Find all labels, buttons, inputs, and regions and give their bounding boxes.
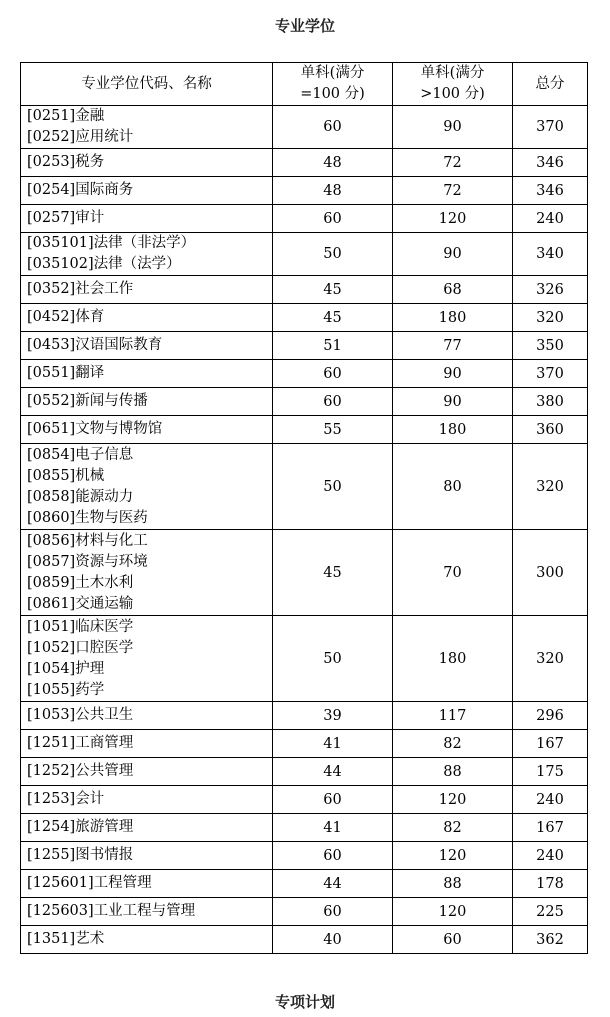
total-score: 360 [513,416,588,444]
program-name: [0858]能源动力 [27,488,134,505]
single-100-score: 41 [273,730,393,758]
header-total: 总分 [513,63,588,106]
total-score: 380 [513,388,588,416]
single-over-100-score: 180 [393,304,513,332]
table-body [21,106,588,954]
single-over-100-score: 72 [393,149,513,177]
program-name: [0857]资源与环境 [27,553,148,570]
total-score: 370 [513,106,588,149]
single-100-score: 45 [273,304,393,332]
header-single-100: 单科(满分 =100 分) [273,63,393,106]
program-name: [0452]体育 [27,309,105,325]
program-name: [1252]公共管理 [27,763,134,779]
total-score: 340 [513,233,588,276]
program-name: [1054]护理 [27,660,105,677]
single-over-100-score: 70 [393,530,513,616]
program-name: [0861]交通运输 [27,595,134,612]
program-name: [0352]社会工作 [27,281,134,297]
single-over-100-score: 72 [393,177,513,205]
program-name: [0257]审计 [27,210,105,226]
program-name-cell [21,149,273,177]
total-score: 240 [513,842,588,870]
program-name: [035101]法律（非法学） [27,235,196,251]
single-100-score: 50 [273,616,393,702]
single-100-score: 45 [273,530,393,616]
total-score: 346 [513,149,588,177]
single-100-score: 60 [273,898,393,926]
program-name: [0453]汉语国际教育 [27,337,163,353]
program-name-cell [21,233,273,276]
single-100-score: 39 [273,702,393,730]
table-row [21,149,588,177]
program-name: [0252]应用统计 [27,129,134,145]
program-name: [0251]金融 [27,108,105,124]
single-over-100-score: 88 [393,870,513,898]
program-name: [1251]工商管理 [27,735,134,751]
program-name-cell [21,360,273,388]
program-name: [0651]文物与博物馆 [27,421,163,437]
total-score: 320 [513,444,588,530]
program-name: [0552]新闻与传播 [27,393,148,409]
single-over-100-score: 82 [393,814,513,842]
single-over-100-score: 60 [393,926,513,954]
total-score: 300 [513,530,588,616]
total-score: 178 [513,870,588,898]
single-100-score: 60 [273,360,393,388]
program-name-cell [21,332,273,360]
table-row [21,332,588,360]
single-100-score: 40 [273,926,393,954]
single-100-score: 48 [273,149,393,177]
single-over-100-score: 120 [393,842,513,870]
table-row [21,177,588,205]
table-row [21,730,588,758]
total-score: 320 [513,304,588,332]
program-name: [1351]艺术 [27,931,105,947]
total-score: 225 [513,898,588,926]
table-row [21,416,588,444]
single-over-100-score: 180 [393,416,513,444]
program-name-cell [21,276,273,304]
score-table [20,62,588,954]
program-name-cell [21,388,273,416]
table-row [21,276,588,304]
single-over-100-score: 90 [393,360,513,388]
single-100-score: 60 [273,106,393,149]
program-name: [125601]工程管理 [27,875,152,891]
total-score: 362 [513,926,588,954]
program-name-cell [21,730,273,758]
program-name: [035102]法律（法学） [27,256,181,272]
program-name: [0854]电子信息 [27,446,134,463]
single-over-100-score: 120 [393,786,513,814]
program-name-cell [21,758,273,786]
header-single-over-100: 单科(满分 >100 分) [393,63,513,106]
program-name-cell [21,786,273,814]
program-name-cell [21,616,273,702]
program-name-cell [21,530,273,616]
single-over-100-score: 180 [393,616,513,702]
single-over-100-score: 120 [393,205,513,233]
single-over-100-score: 82 [393,730,513,758]
total-score: 326 [513,276,588,304]
total-score: 296 [513,702,588,730]
total-score: 175 [513,758,588,786]
table-row [21,702,588,730]
single-over-100-score: 117 [393,702,513,730]
program-name-cell [21,842,273,870]
program-name: [1255]图书情报 [27,847,134,863]
program-name: [1051]临床医学 [27,618,134,635]
total-score: 350 [513,332,588,360]
table-row [21,842,588,870]
program-name-cell [21,304,273,332]
program-name: [0860]生物与医药 [27,509,148,526]
table-row [21,616,588,702]
program-name-cell [21,444,273,530]
single-100-score: 50 [273,233,393,276]
table-row [21,926,588,954]
program-name-cell [21,926,273,954]
program-name-cell [21,177,273,205]
program-name-cell [21,814,273,842]
section-title-special-plan: 专项计划 [274,993,335,1011]
single-over-100-score: 68 [393,276,513,304]
program-name: [1052]口腔医学 [27,639,134,656]
table-row [21,233,588,276]
total-score: 167 [513,730,588,758]
single-over-100-score: 90 [393,388,513,416]
single-over-100-score: 120 [393,898,513,926]
program-name-cell [21,898,273,926]
total-score: 240 [513,205,588,233]
program-name: [1253]会计 [27,791,105,807]
program-name: [0855]机械 [27,467,105,484]
single-100-score: 60 [273,786,393,814]
table-row [21,304,588,332]
single-100-score: 51 [273,332,393,360]
program-name-cell [21,416,273,444]
table-header-row [21,63,588,106]
table-row [21,870,588,898]
program-name-cell [21,870,273,898]
table-row [21,106,588,149]
table-row [21,444,588,530]
total-score: 167 [513,814,588,842]
single-over-100-score: 80 [393,444,513,530]
program-name: [1053]公共卫生 [27,707,134,723]
program-name-cell [21,106,273,149]
table-row [21,814,588,842]
table-row [21,205,588,233]
program-name: [1254]旅游管理 [27,819,134,835]
program-name-cell [21,702,273,730]
section-title-professional-degree: 专业学位 [274,17,335,35]
single-100-score: 60 [273,205,393,233]
program-name: [0254]国际商务 [27,182,134,198]
table-row [21,530,588,616]
single-100-score: 44 [273,758,393,786]
single-100-score: 41 [273,814,393,842]
total-score: 240 [513,786,588,814]
single-100-score: 60 [273,388,393,416]
single-over-100-score: 90 [393,233,513,276]
single-100-score: 44 [273,870,393,898]
single-100-score: 48 [273,177,393,205]
program-name: [0859]土木水利 [27,574,134,591]
program-name-cell [21,205,273,233]
total-score: 320 [513,616,588,702]
total-score: 346 [513,177,588,205]
header-program: 专业学位代码、名称 [21,63,273,106]
table-row [21,758,588,786]
single-over-100-score: 88 [393,758,513,786]
table-row [21,786,588,814]
table-row [21,360,588,388]
single-100-score: 50 [273,444,393,530]
table-row [21,388,588,416]
table-row [21,898,588,926]
total-score: 370 [513,360,588,388]
program-name: [0253]税务 [27,154,105,170]
single-over-100-score: 90 [393,106,513,149]
program-name: [1055]药学 [27,681,105,698]
program-name: [125603]工业工程与管理 [27,903,196,919]
single-over-100-score: 77 [393,332,513,360]
program-name: [0551]翻译 [27,365,105,381]
program-name: [0856]材料与化工 [27,532,148,549]
single-100-score: 60 [273,842,393,870]
single-100-score: 55 [273,416,393,444]
single-100-score: 45 [273,276,393,304]
